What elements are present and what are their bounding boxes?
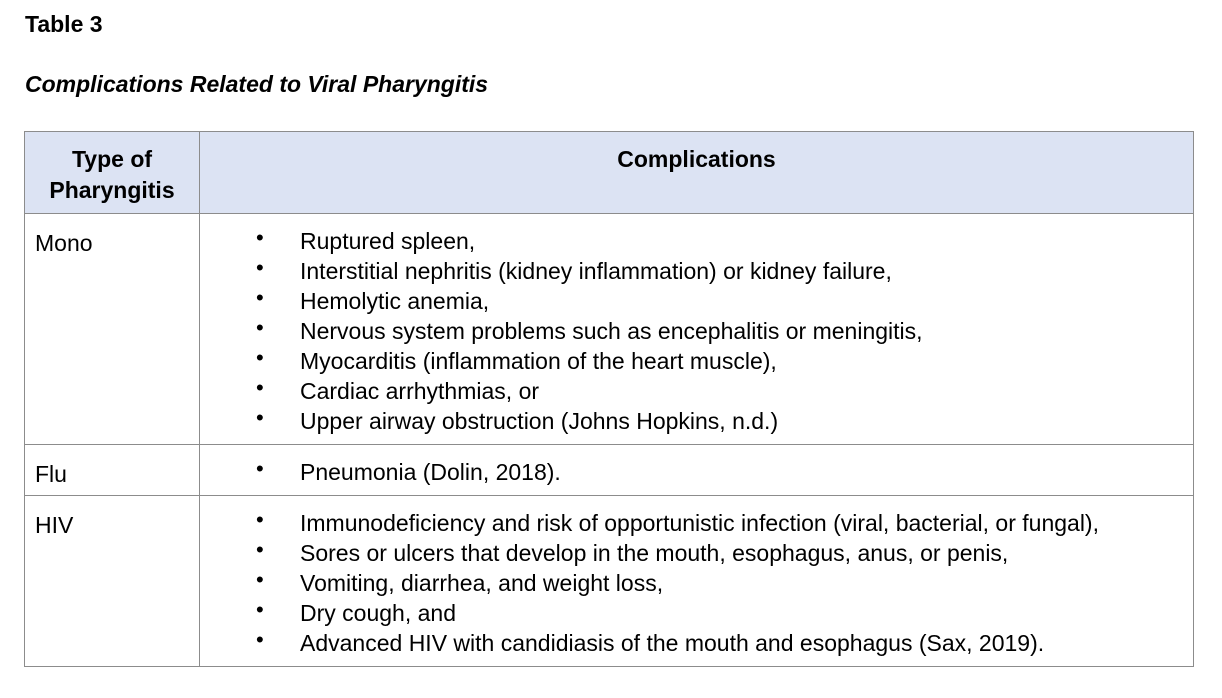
type-cell: HIV <box>25 496 200 667</box>
complications-table <box>24 131 1194 667</box>
bullet-icon: • <box>256 537 264 562</box>
list-item-text: Ruptured spleen, <box>300 228 476 254</box>
bullet-icon: • <box>256 255 264 280</box>
header-type: Type of Pharyngitis <box>25 132 200 214</box>
list-item <box>200 628 1193 658</box>
complications-list <box>200 226 1193 436</box>
list-item-text: Nervous system problems such as encephalitis or meningitis, <box>300 318 923 344</box>
bullet-icon: • <box>256 225 264 250</box>
complications-cell <box>200 496 1194 667</box>
bullet-icon: • <box>256 456 264 481</box>
complications-cell <box>200 214 1194 445</box>
bullet-icon: • <box>256 315 264 340</box>
bullet-icon: • <box>256 627 264 652</box>
bullet-icon: • <box>256 597 264 622</box>
table-label: Table 3 <box>25 11 103 37</box>
type-cell: Flu <box>25 445 200 496</box>
complications-list <box>200 457 1193 487</box>
complications-list <box>200 508 1193 658</box>
list-item <box>200 598 1193 628</box>
bullet-icon: • <box>256 507 264 532</box>
list-item <box>200 538 1193 568</box>
list-item-text: Interstitial nephritis (kidney inflammation) or kidney failure, <box>300 258 892 284</box>
list-item <box>200 256 1193 286</box>
header-complications: Complications <box>200 132 1194 214</box>
list-item-text: Upper airway obstruction (Johns Hopkins, n.d.) <box>300 408 779 434</box>
list-item-text: Immunodeficiency and risk of opportunistic infection (viral, bacterial, or fungal), <box>300 510 1099 536</box>
list-item-text: Dry cough, and <box>300 600 456 626</box>
list-item-text: Sores or ulcers that develop in the mouth, esophagus, anus, or penis, <box>300 540 1009 566</box>
list-item <box>200 316 1193 346</box>
table-body <box>25 214 1194 667</box>
table-title: Complications Related to Viral Pharyngitis <box>25 71 489 97</box>
complications-cell <box>200 445 1194 496</box>
table-row <box>25 496 1194 667</box>
list-item <box>200 226 1193 256</box>
bullet-icon: • <box>256 375 264 400</box>
bullet-icon: • <box>256 405 264 430</box>
list-item-text: Vomiting, diarrhea, and weight loss, <box>300 570 664 596</box>
header-row <box>25 132 1194 214</box>
bullet-icon: • <box>256 345 264 370</box>
bullet-icon: • <box>256 567 264 592</box>
table-header <box>25 132 1194 214</box>
list-item <box>200 346 1193 376</box>
list-item <box>200 568 1193 598</box>
list-item <box>200 508 1193 538</box>
table-row <box>25 214 1194 445</box>
bullet-icon: • <box>256 285 264 310</box>
list-item-text: Cardiac arrhythmias, or <box>300 378 540 404</box>
list-item-text: Pneumonia (Dolin, 2018). <box>300 459 561 485</box>
list-item-text: Myocarditis (inflammation of the heart muscle), <box>300 348 777 374</box>
type-cell: Mono <box>25 214 200 445</box>
table-row <box>25 445 1194 496</box>
list-item <box>200 406 1193 436</box>
list-item-text: Advanced HIV with candidiasis of the mouth and esophagus (Sax, 2019). <box>300 630 1045 656</box>
list-item <box>200 286 1193 316</box>
list-item-text: Hemolytic anemia, <box>300 288 490 314</box>
list-item <box>200 457 1193 487</box>
list-item <box>200 376 1193 406</box>
